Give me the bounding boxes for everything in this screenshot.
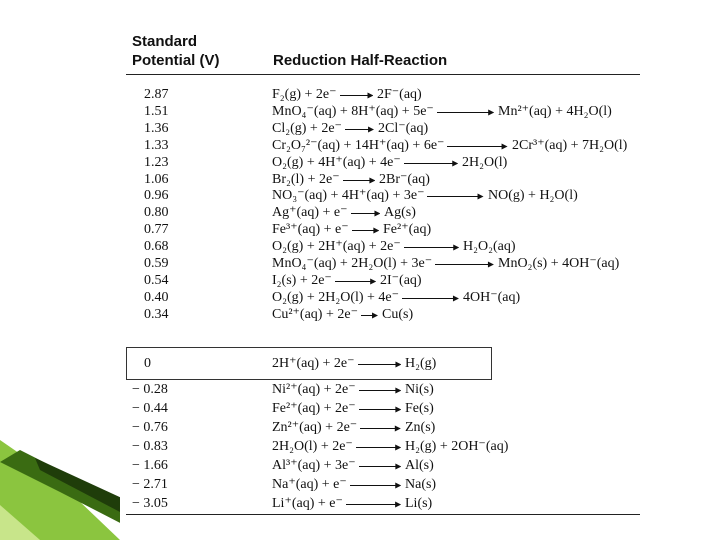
reaction-row — [120, 457, 640, 474]
reactants-text: Fe²⁺(aq) + 2e⁻ — [272, 401, 356, 416]
products-text: Ni(s) — [405, 382, 434, 397]
reaction-row — [120, 476, 640, 493]
products-text: Na(s) — [405, 477, 437, 492]
reactants-text: Cu²⁺(aq) + 2e⁻ — [272, 306, 358, 322]
products-text: MnO₂(s) + 4OH⁻(aq) — [498, 256, 620, 271]
standard-potential-value: 0.54 — [144, 272, 169, 288]
standard-potential-value: − 1.66 — [132, 458, 168, 473]
standard-potential-value: − 0.28 — [132, 382, 168, 397]
header-potential-line-2: Potential (V) — [132, 52, 220, 69]
reaction-row — [120, 419, 640, 436]
standard-potential-value: 0 — [144, 356, 151, 371]
products-text: 2Cr³⁺(aq) + 7H₂O(l) — [512, 137, 628, 153]
products-text: Li(s) — [405, 496, 433, 511]
standard-potential-value: 0.96 — [144, 188, 169, 204]
header-potential-line-1: Standard — [132, 33, 198, 50]
products-text: Ag(s) — [384, 205, 416, 221]
standard-potential-value: 1.23 — [144, 154, 169, 170]
reaction-arrow-icon — [404, 238, 459, 255]
reactants-text: O₂(g) + 2H⁺(aq) + 2e⁻ — [272, 239, 401, 255]
header-rule — [126, 74, 640, 75]
reaction-arrow-icon — [447, 137, 508, 154]
reaction-arrow-icon — [361, 306, 378, 323]
reactants-text: MnO₄⁻(aq) + 2H₂O(l) + 3e⁻ — [272, 256, 433, 271]
reaction-arrow-icon — [360, 419, 401, 436]
products-text: H₂(g) — [405, 356, 437, 371]
table-bottom-rule — [126, 514, 640, 515]
reactants-text: Br₂(l) + 2e⁻ — [272, 171, 340, 187]
products-text: Cu(s) — [382, 306, 414, 322]
standard-potential-value: − 0.83 — [132, 439, 168, 454]
reaction-arrow-icon — [359, 400, 401, 417]
reaction-arrow-icon — [435, 255, 494, 272]
reaction-row — [120, 306, 640, 323]
reaction-row — [120, 289, 640, 306]
reaction-row — [120, 381, 640, 398]
reaction-arrow-icon — [345, 120, 374, 137]
standard-potential-value: − 2.71 — [132, 477, 168, 492]
reaction-arrow-icon — [404, 154, 458, 171]
products-text: 2Br⁻(aq) — [379, 171, 430, 187]
reaction-row — [120, 255, 640, 272]
reactants-text: Cr₂O₇²⁻(aq) + 14H⁺(aq) + 6e⁻ — [272, 137, 445, 153]
reaction-arrow-icon — [335, 272, 376, 289]
reaction-row — [120, 272, 640, 289]
standard-potential-value: 0.77 — [144, 222, 169, 238]
reaction-arrow-icon — [402, 289, 459, 306]
standard-potential-value: − 3.05 — [132, 496, 168, 511]
reaction-row — [120, 187, 640, 204]
reaction-arrow-icon — [340, 86, 374, 103]
standard-potential-value: 0.34 — [144, 306, 169, 322]
reactants-text: Al³⁺(aq) + 3e⁻ — [272, 458, 356, 473]
standard-potential-value: 1.06 — [144, 171, 169, 187]
reaction-arrow-icon — [352, 221, 379, 238]
reaction-arrow-icon — [343, 171, 375, 188]
reactants-text: Na⁺(aq) + e⁻ — [272, 477, 347, 492]
reactants-text: O₂(g) + 4H⁺(aq) + 4e⁻ — [272, 154, 401, 170]
products-text: 2Cl⁻(aq) — [378, 120, 429, 136]
reaction-arrow-icon — [359, 457, 401, 474]
standard-potential-value: 0.80 — [144, 205, 169, 221]
reactants-text: 2H₂O(l) + 2e⁻ — [272, 439, 353, 454]
standard-potential-value: 0.68 — [144, 239, 169, 255]
reaction-arrow-icon — [350, 476, 401, 493]
products-text: NO(g) + H₂O(l) — [488, 188, 578, 204]
standard-potential-value: 1.33 — [144, 137, 169, 153]
standard-potential-value: 2.87 — [144, 87, 169, 102]
products-text: Fe²⁺(aq) — [383, 222, 432, 238]
standard-potential-value: 0.59 — [144, 256, 169, 271]
reaction-row — [120, 495, 640, 512]
reaction-row — [120, 86, 640, 103]
products-text: 2I⁻(aq) — [380, 272, 422, 288]
standard-potential-value: 1.36 — [144, 120, 169, 136]
header-standard-potential — [132, 32, 220, 70]
reaction-row — [120, 400, 640, 417]
reactants-text: NO₃⁻(aq) + 4H⁺(aq) + 3e⁻ — [272, 188, 425, 204]
reactants-text: O₂(g) + 2H₂O(l) + 4e⁻ — [272, 289, 400, 305]
reactants-text: Fe³⁺(aq) + e⁻ — [272, 222, 349, 238]
reaction-row — [120, 103, 640, 120]
reactants-text: F₂(g) + 2e⁻ — [272, 87, 337, 102]
products-text: Zn(s) — [405, 420, 436, 435]
reaction-arrow-icon — [437, 103, 494, 120]
standard-potential-value: 1.51 — [144, 103, 169, 119]
reactants-text: MnO₄⁻(aq) + 8H⁺(aq) + 5e⁻ — [272, 103, 434, 119]
standard-potential-value: − 0.44 — [132, 401, 168, 416]
products-text: Al(s) — [405, 458, 434, 473]
reactants-text: Ag⁺(aq) + e⁻ — [272, 205, 348, 221]
products-text: 4OH⁻(aq) — [463, 289, 521, 305]
reaction-arrow-icon — [346, 495, 401, 512]
products-text: 2H₂O(l) — [462, 154, 508, 170]
reaction-row — [120, 204, 640, 221]
standard-potential-value: 0.40 — [144, 289, 169, 305]
products-text: 2F⁻(aq) — [377, 87, 422, 102]
reaction-row — [120, 355, 640, 372]
reactants-text: 2H⁺(aq) + 2e⁻ — [272, 356, 355, 371]
reaction-row — [120, 154, 640, 171]
reaction-row — [120, 120, 640, 137]
reaction-arrow-icon — [351, 204, 380, 221]
reactants-text: Ni²⁺(aq) + 2e⁻ — [272, 382, 356, 397]
reactants-text: I₂(s) + 2e⁻ — [272, 272, 332, 288]
reaction-arrow-icon — [356, 438, 401, 455]
products-text: Fe(s) — [405, 401, 434, 416]
reactants-text: Zn²⁺(aq) + 2e⁻ — [272, 420, 358, 435]
reaction-arrow-icon — [427, 187, 484, 204]
products-text: Mn²⁺(aq) + 4H₂O(l) — [498, 103, 612, 119]
reactants-text: Li⁺(aq) + e⁻ — [272, 496, 343, 511]
products-text: H₂O₂(aq) — [463, 239, 516, 255]
reactants-text: Cl₂(g) + 2e⁻ — [272, 120, 342, 136]
reaction-row — [120, 438, 640, 455]
reaction-row — [120, 137, 640, 154]
header-reduction-half-reaction: Reduction Half-Reaction — [273, 52, 448, 69]
reduction-potential-table — [120, 24, 640, 530]
reaction-arrow-icon — [358, 355, 401, 372]
standard-potential-value: − 0.76 — [132, 420, 168, 435]
products-text: H₂(g) + 2OH⁻(aq) — [405, 439, 509, 454]
reaction-arrow-icon — [359, 381, 401, 398]
reaction-row — [120, 221, 640, 238]
reaction-row — [120, 238, 640, 255]
reaction-row — [120, 171, 640, 188]
